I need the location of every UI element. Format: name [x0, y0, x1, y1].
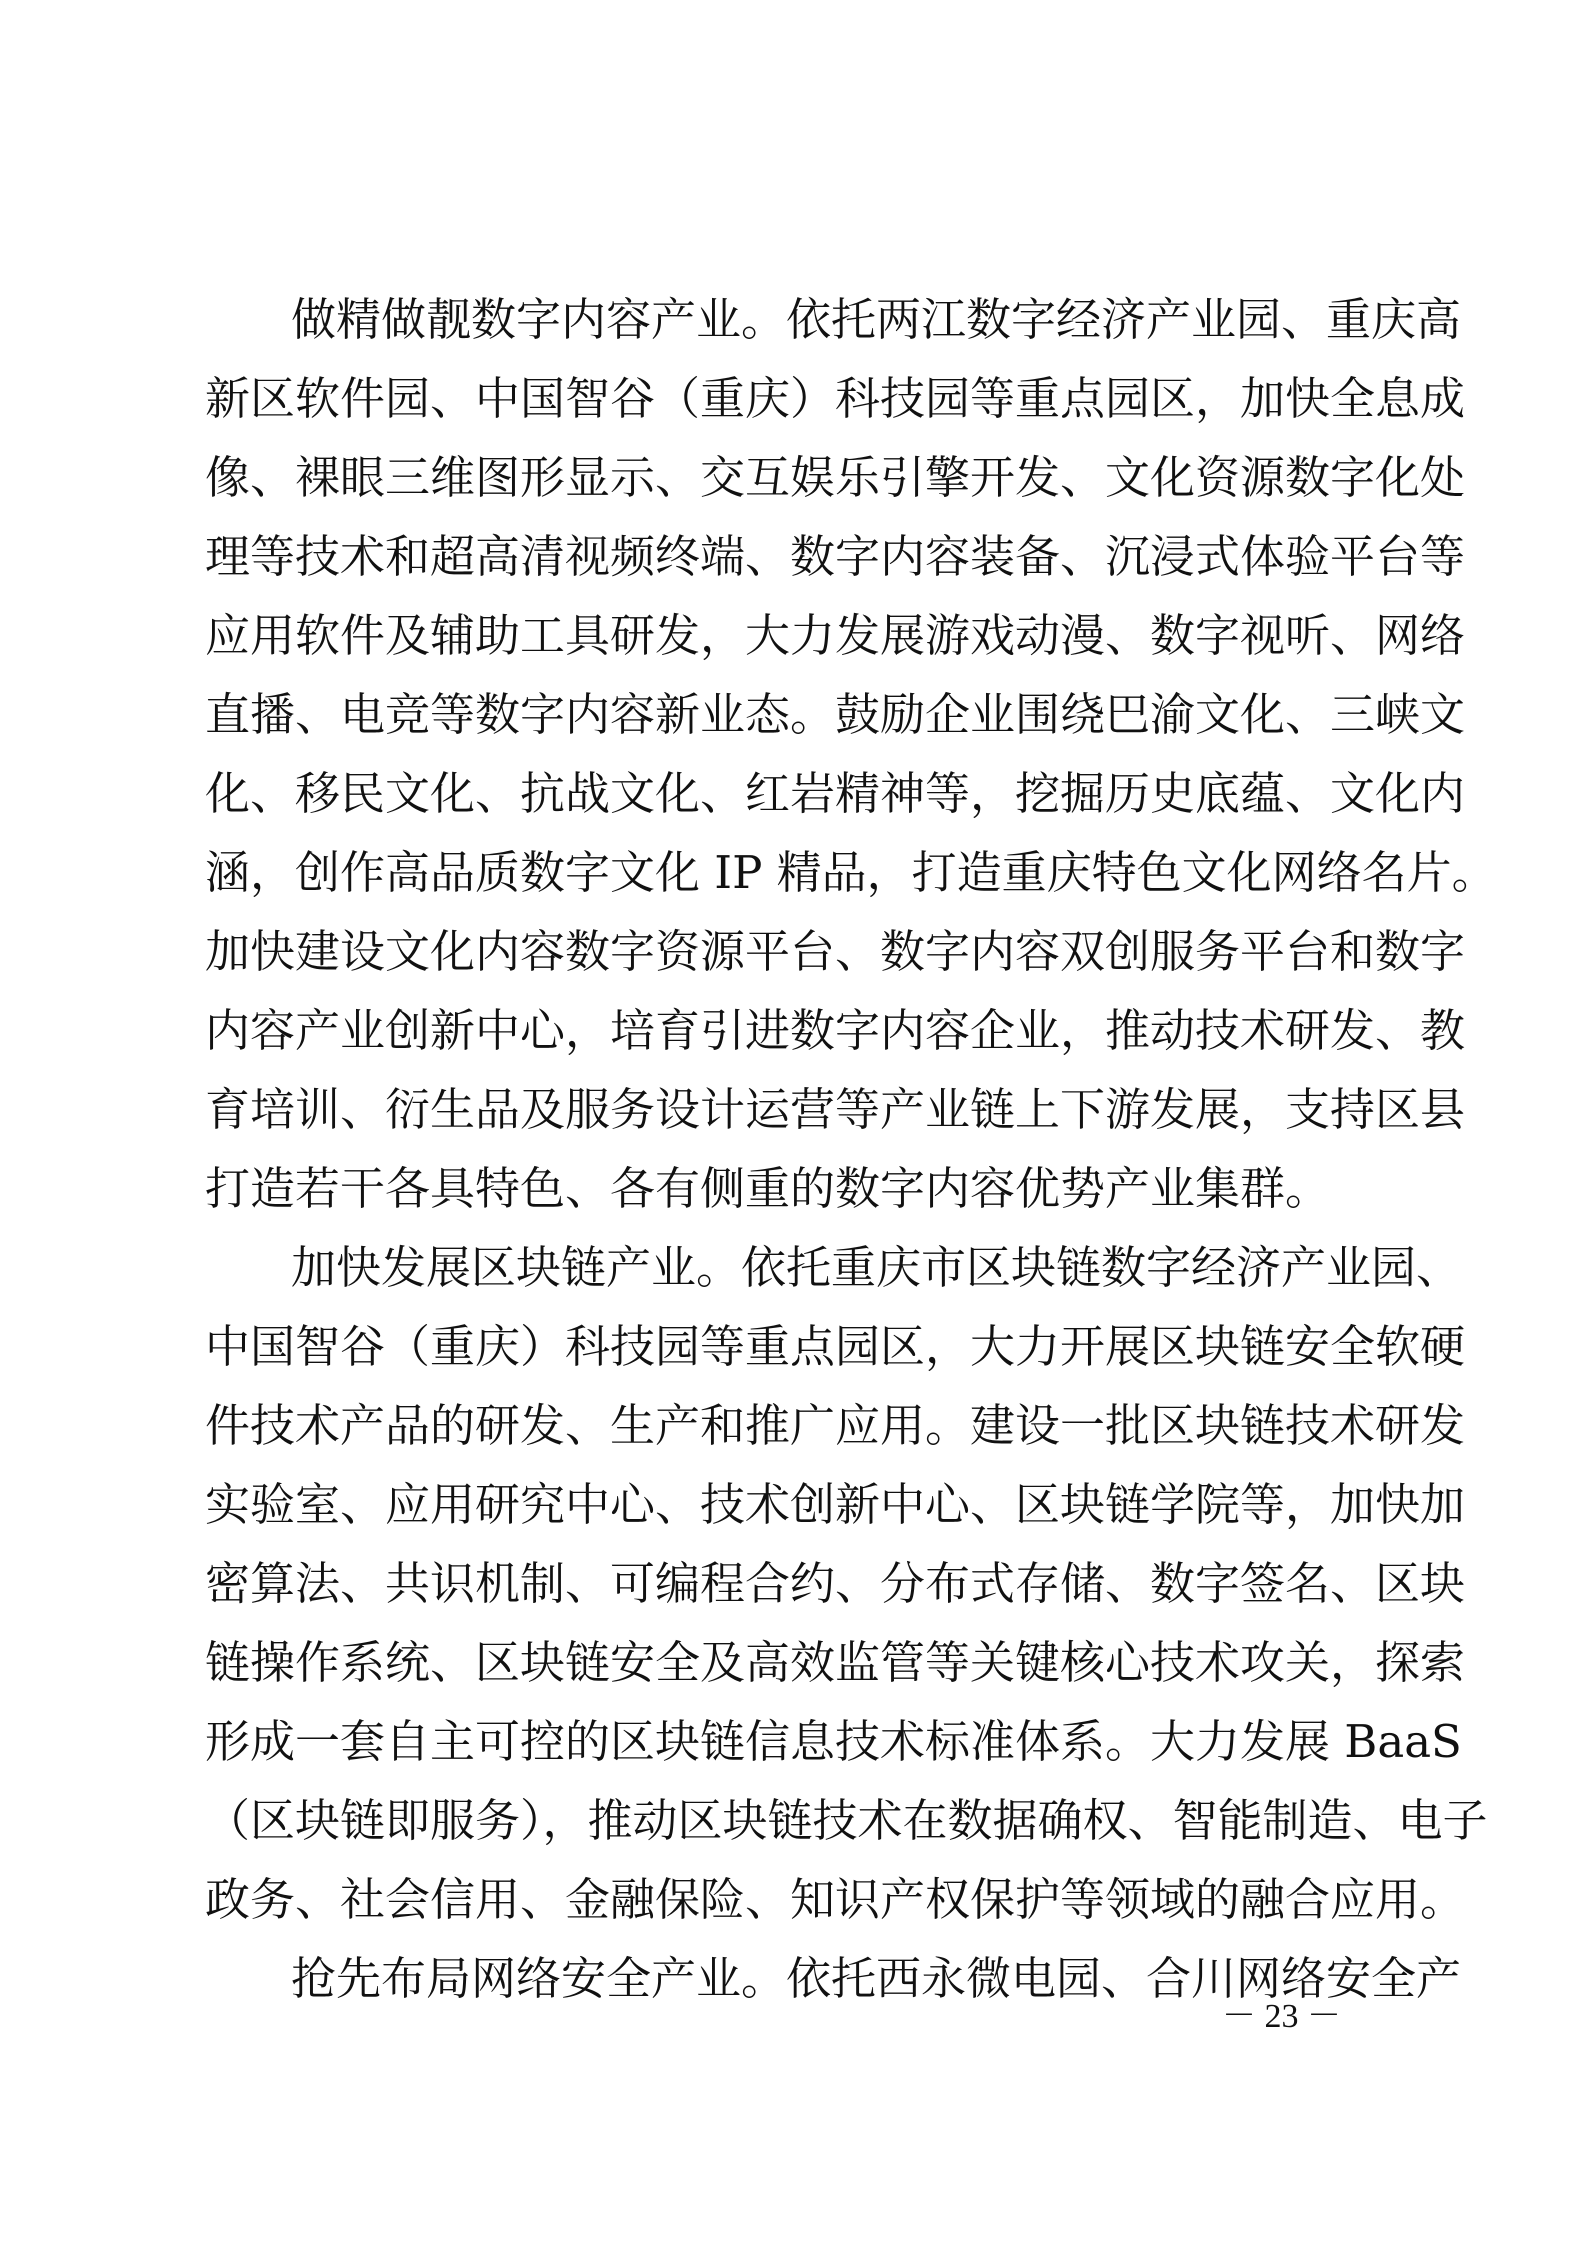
page-number: － 23 － — [1222, 1998, 1341, 2035]
text-line: 政务、社会信用、金融保险、知识产权保护等领域的融合应用。 — [205, 1873, 1466, 1926]
text-line: 形成一套自主可控的区块链信息技术标准体系。大力发展 BaaS — [205, 1715, 1462, 1768]
paragraph-blockchain — [205, 1228, 1488, 1939]
text-line: 内容产业创新中心，培育引进数字内容企业，推动技术研发、教 — [205, 1004, 1466, 1057]
text-line: 密算法、共识机制、可编程合约、分布式存储、数字签名、区块 — [205, 1557, 1466, 1610]
text-line: 新区软件园、中国智谷（重庆）科技园等重点园区，加快全息成 — [205, 372, 1466, 425]
text-line: 应用软件及辅助工具研发，大力发展游戏动漫、数字视听、网络 — [205, 609, 1466, 662]
text-line: 做精做靓数字内容产业。依托两江数字经济产业园、重庆高 — [291, 293, 1462, 346]
text-line: 化、移民文化、抗战文化、红岩精神等，挖掘历史底蕴、文化内 — [205, 767, 1466, 820]
document-body — [205, 280, 1497, 2018]
text-line: 抢先布局网络安全产业。依托西永微电园、合川网络安全产 — [291, 1952, 1462, 2005]
text-line: 涵，创作高品质数字文化 IP 精品，打造重庆特色文化网络名片。 — [205, 846, 1497, 899]
text-line: 育培训、衍生品及服务设计运营等产业链上下游发展，支持区县 — [205, 1083, 1466, 1136]
text-line: 链操作系统、区块链安全及高效监管等关键核心技术攻关，探索 — [205, 1636, 1466, 1689]
text-line: 像、裸眼三维图形显示、交互娱乐引擎开发、文化资源数字化处 — [205, 451, 1466, 504]
text-line: 加快发展区块链产业。依托重庆市区块链数字经济产业园、 — [291, 1241, 1462, 1294]
text-line: 加快建设文化内容数字资源平台、数字内容双创服务平台和数字 — [205, 925, 1466, 978]
text-line: 实验室、应用研究中心、技术创新中心、区块链学院等，加快加 — [205, 1478, 1466, 1531]
paragraph-network-security — [205, 1939, 1462, 2018]
text-line: 打造若干各具特色、各有侧重的数字内容优势产业集群。 — [205, 1162, 1331, 1215]
paragraph-digital-content — [205, 280, 1497, 1228]
text-line: （区块链即服务），推动区块链技术在数据确权、智能制造、电子 — [205, 1794, 1488, 1847]
text-line: 理等技术和超高清视频终端、数字内容装备、沉浸式体验平台等 — [205, 530, 1466, 583]
text-line: 件技术产品的研发、生产和推广应用。建设一批区块链技术研发 — [205, 1399, 1466, 1452]
text-line: 直播、电竞等数字内容新业态。鼓励企业围绕巴渝文化、三峡文 — [205, 688, 1466, 741]
text-line: 中国智谷（重庆）科技园等重点园区，大力开展区块链安全软硬 — [205, 1320, 1466, 1373]
